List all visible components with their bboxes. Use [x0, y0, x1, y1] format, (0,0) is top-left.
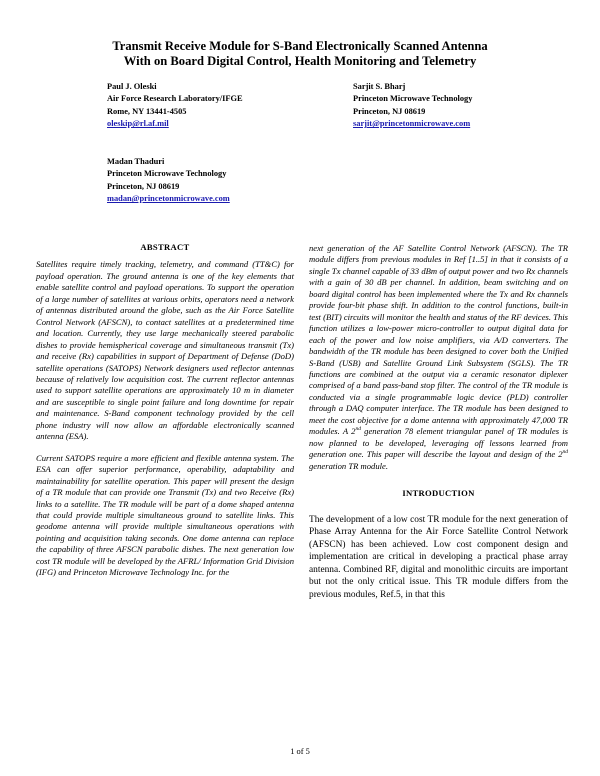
author-address: Princeton, NJ 08619 — [107, 181, 180, 191]
author-affiliation: Air Force Research Laboratory/IFGE — [107, 94, 243, 104]
author-address: Princeton, NJ 08619 — [353, 106, 426, 116]
paper-title — [0, 39, 600, 69]
abstract-paragraph-1: Satellites require timely tracking, telemetry, and command (TT&C) for payload operation. The ground antenna is one of the key elements that enable satellite control and payload operations. To support the operation of a large number of satellites at various orbits, operators need a network of antennas distributed around the globe, such as the Air Force Satellite Control Network (AFSCN), to contact satellites at a predetermined time and location. Currently, they use large mechanically steered parabolic dishes to provide hemispherical coverage and simultaneous transmit (Tx) and receive (Rx) capabilities in support of Department of Defense (DoD) satellite operations (SATOPS) Network designers used reflector antennas because of relatively low acquisition cost. The current reflector antennas used to support satellite operations are approximately 10 m in diameter and are susceptible to single point failure and long downtime for repair and maintenance. S-Band component technology provided by the cell phone industry will now allow an affordable electronically scanned antenna (ESA). — [36, 259, 294, 442]
title-line-1: Transmit Receive Module for S-Band Electronically Scanned Antenna — [112, 39, 488, 53]
right-column — [309, 243, 568, 602]
abstract-paragraph-3: next generation of the AF Satellite Control Network (AFSCN). The TR module differs from previous modules in Ref [1..5] in that it consists of a single Tx channel capable of 33 dBm of output power and two Rx channels with a gain of 30 dB per channel. In addition, beam switching and on board digital control has been implemented where the Tx and Rx channels provide four-bit phase shift. In addition to the control functions, built-in test (BIT) circuits will monitor the health and status of the RF devices. This function utilizes a low-power micro-controller to output digital data for each of the power and low noise amplifiers, via A/D converters. The bandwidth of the TR module has been designed to cover both the Unified S-Band (USB) and Satellite Ground Link Subsystem (SGLS). The TR functions are combined at the output via a ceramic resonator diplexer comprised of a band pass-band stop filter. The control of the TR module is conducted via a single programmable logic device (PLD) controller through a DAQ computer interface. The TR module has been designed to meet the cost objective for a dome antenna with approximately 47,000 TR modules. A 2nd generation 78 element triangular panel of TR modules is now planned to be developed, leveraging off lessons learned from generation one. This paper will describe the layout and design of the 2nd generation TR module. — [309, 243, 568, 471]
author-affiliation: Princeton Microwave Technology — [107, 169, 227, 179]
page-number: 1 of 5 — [290, 747, 310, 756]
author-name: Sarjit S. Bharj — [353, 82, 406, 91]
superscript: nd — [562, 449, 568, 456]
author-name: Paul J. Oleski — [107, 82, 157, 91]
title-line-2: With on Board Digital Control, Health Monitoring and Telemetry — [123, 54, 477, 68]
author-email-link[interactable]: oleskip@rl.af.mil — [107, 119, 169, 129]
author-block-3 — [107, 156, 230, 206]
abstract-paragraph-2: Current SATOPS require a more efficient and flexible antenna system. The ESA can offer superior performance, operability, adaptability and maintainability for satellite operation. This paper will present the design of a TR module that can provide one Transmit (Tx) and two Receive (Rx) links to a satellite. The TR module will be part of a dome shaped antenna that could provide multiple simultaneous ground to satellite links. This geodome antenna will provide multiple simultaneous operations with pointing and acquisition taking seconds. One dome antenna can replace the capability of three AFSCN parabolic dishes. The next generation low cost TR module will be developed by the AFRL/ Information Grid Division (IFG) and Princeton Microwave Technology Inc. for the — [36, 452, 294, 578]
superscript: nd — [355, 426, 361, 433]
author-email-link[interactable]: madan@princetonmicrowave.com — [107, 194, 230, 204]
author-email-link[interactable]: sarjit@princetonmicrowave.com — [353, 119, 471, 129]
author-address: Rome, NY 13441-4505 — [107, 106, 187, 116]
left-column — [36, 242, 294, 579]
author-block-2 — [353, 81, 472, 131]
author-name: Madan Thaduri — [107, 157, 165, 166]
abstract-heading: ABSTRACT — [140, 242, 190, 252]
author-block-1 — [107, 81, 243, 131]
author-affiliation: Princeton Microwave Technology — [353, 94, 473, 104]
introduction-paragraph: The development of a low cost TR module for the next generation of Phase Array Antenna for the Air Force Satellite Control Network (AFSCN) has been achieved. Low cost component design and implementation are critical in developing a practical phase array antenna. Combined RF, digital and monolithic circuits are important but not the only critical issue. This TR module differs from the previous modules, Ref.5, in that this — [309, 514, 568, 601]
introduction-heading: INTRODUCTION — [402, 488, 475, 499]
